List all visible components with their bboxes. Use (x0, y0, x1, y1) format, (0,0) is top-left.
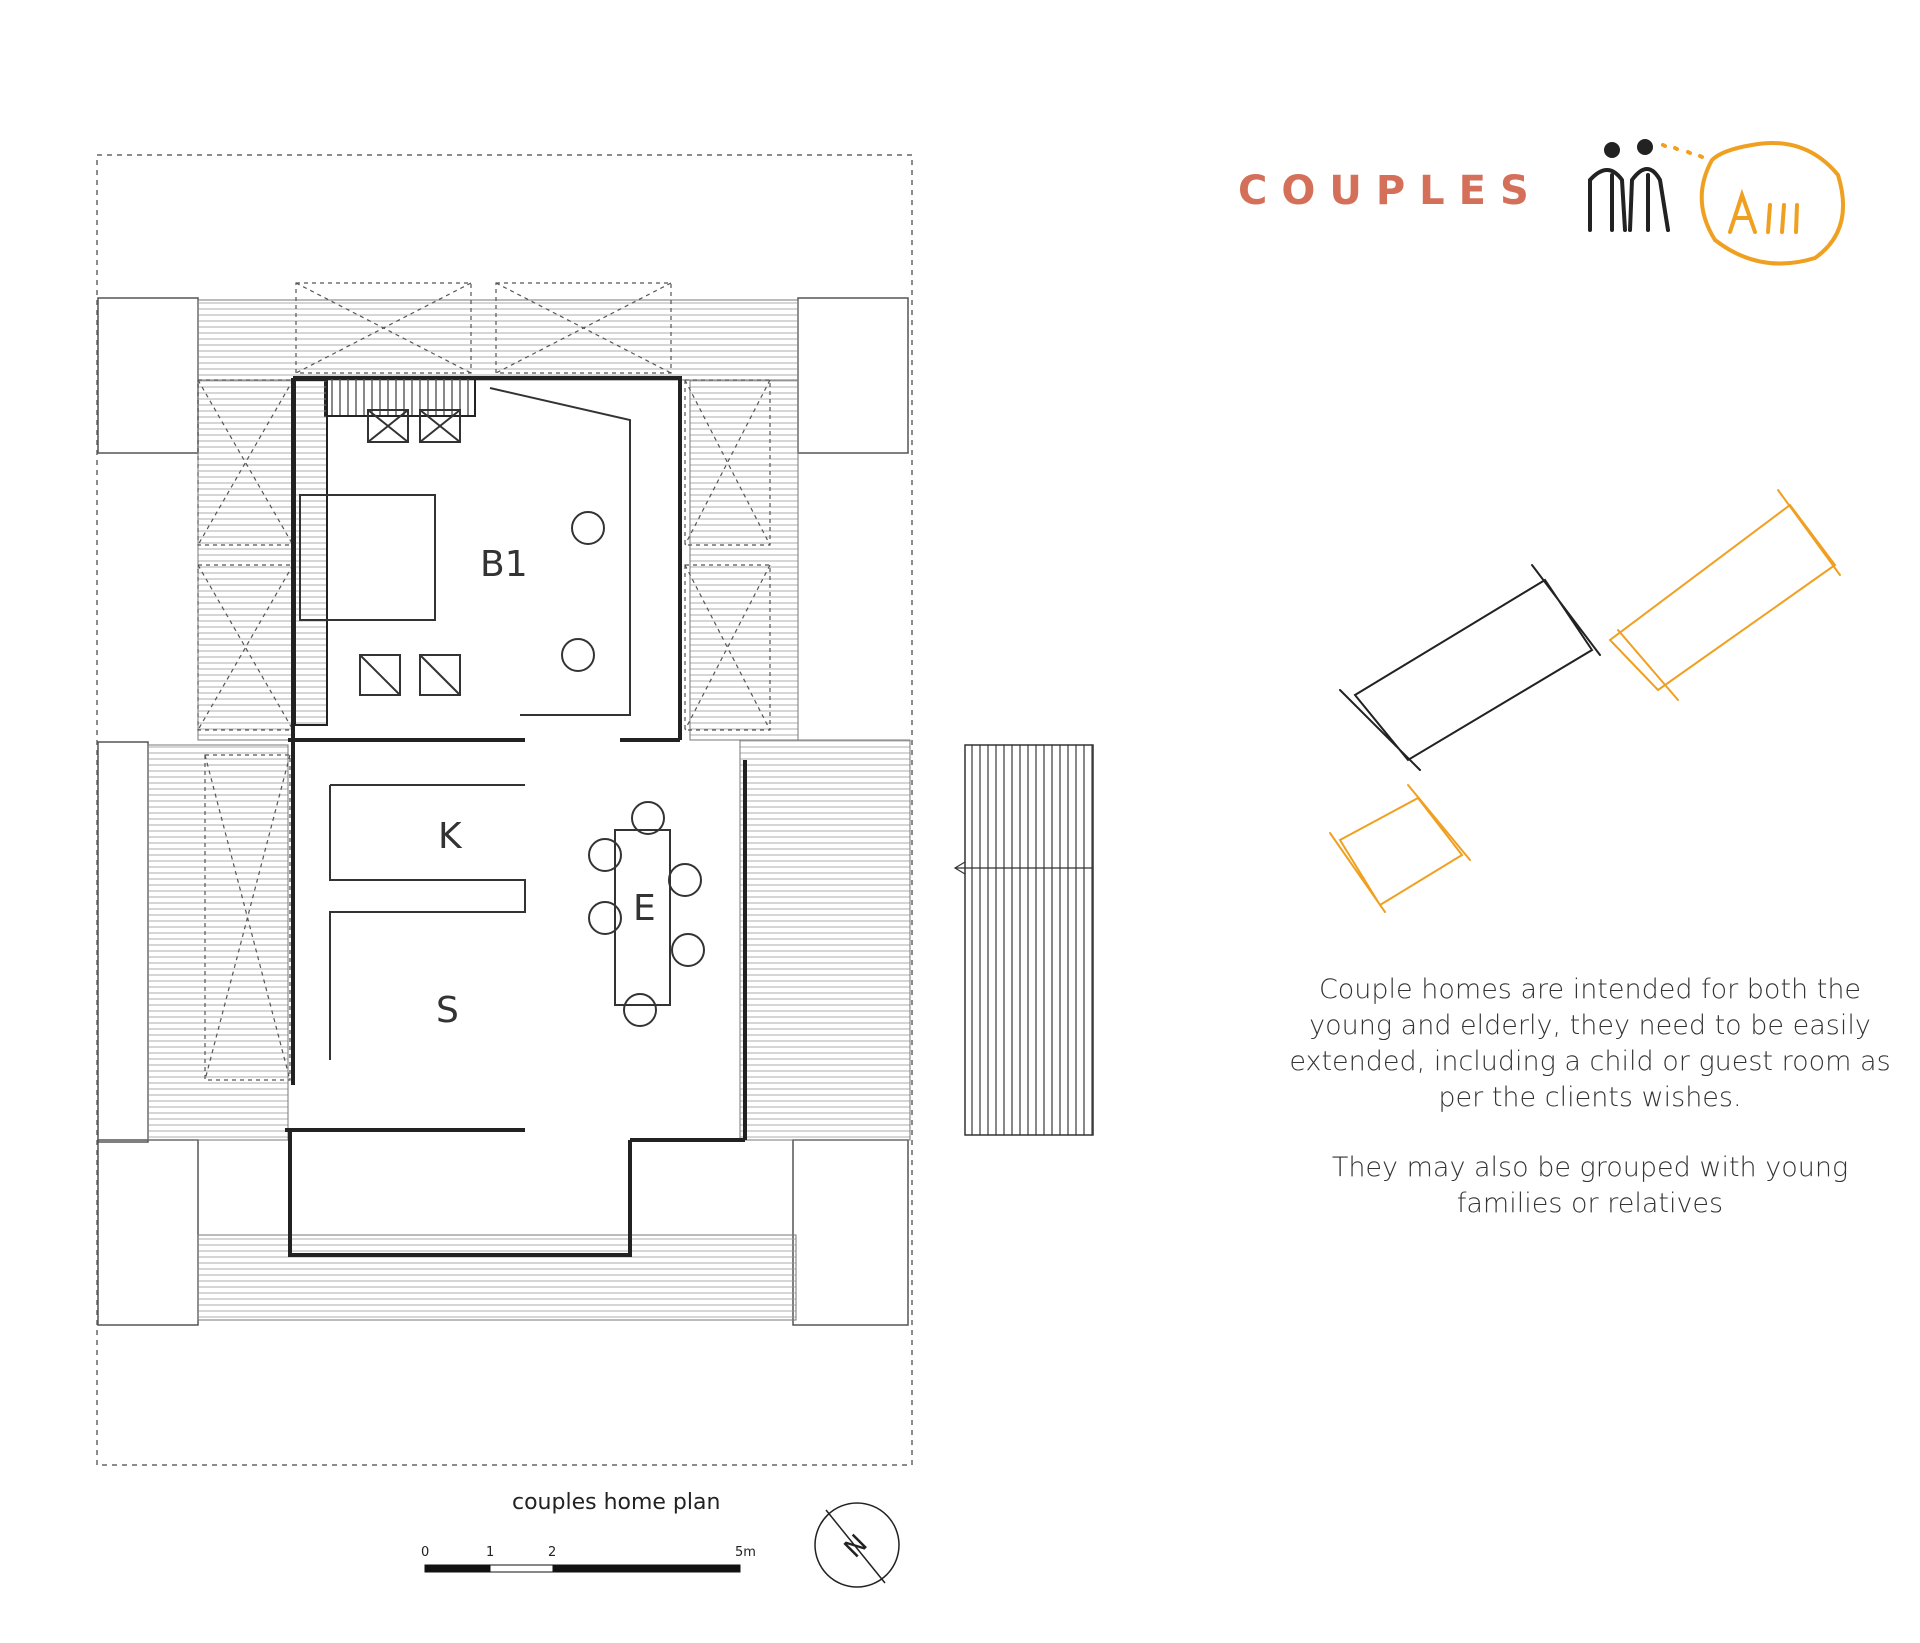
bedroom-furniture (300, 388, 630, 715)
scale-label-1: 1 (486, 1545, 495, 1560)
north-arrow (815, 1503, 899, 1587)
scale-label-0: 0 (421, 1545, 430, 1560)
scale-bar (425, 1565, 740, 1572)
description-paragraph-1: Couple homes are intended for both the young and elderly, they need to be easily extended, including a child or guest room as per the clients wishes. (1289, 974, 1891, 1113)
entry-ramp (965, 745, 1093, 1135)
couple-figures-icon (1590, 141, 1668, 230)
scale-label-2: 2 (548, 1545, 557, 1560)
massing-sketch (1330, 490, 1840, 912)
page-title: COUPLES (1238, 168, 1543, 214)
description (1280, 972, 1900, 1256)
room-label-k: K (438, 816, 462, 857)
room-label-b1: B1 (480, 544, 528, 585)
walls (285, 378, 745, 1255)
north-label: N (838, 1529, 874, 1565)
plan-caption: couples home plan (512, 1490, 721, 1515)
family-bubble-icon (1663, 143, 1843, 264)
description-paragraph-2: They may also be grouped with young families or relatives (1331, 1152, 1849, 1219)
decks (148, 300, 910, 1320)
room-label-e: E (633, 888, 656, 929)
scale-label-5m: 5m (735, 1545, 756, 1560)
room-label-s: S (436, 990, 459, 1031)
